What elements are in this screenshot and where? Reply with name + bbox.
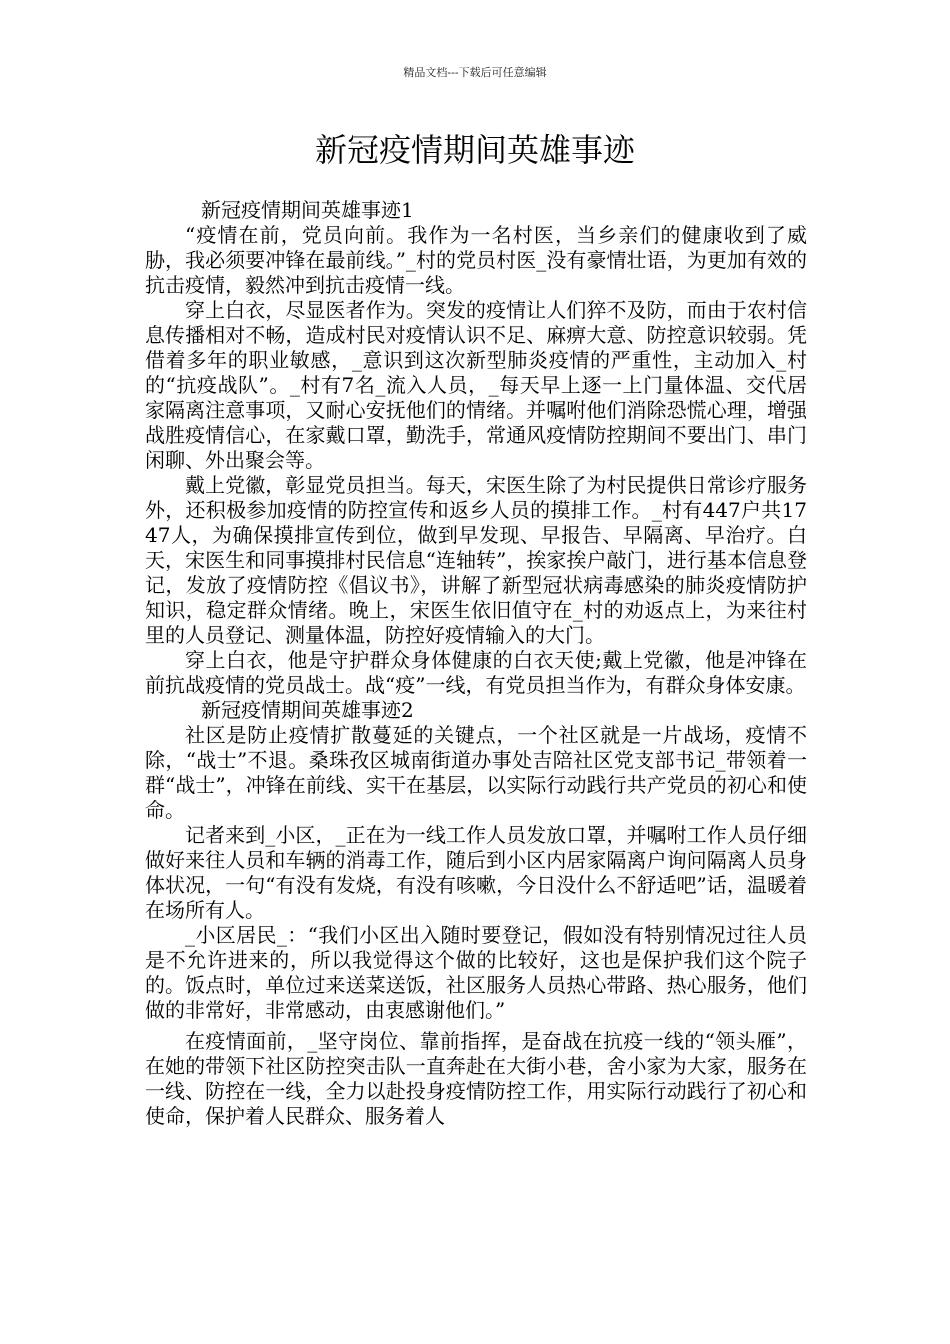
document-title: 新冠疫情期间英雄事迹 [314, 131, 635, 169]
paragraph: 社区是防止疫情扩散蔓延的关键点，一个社区就是一片战场，疫情不除，“战士”不退。桑珠孜区城南街道办事处吉陪社区党支部书记_带领着一群“战士”，冲锋在前线、实干在基层，以实际行动践行共产党员的初心和使命。 [145, 723, 807, 822]
document-body [145, 198, 807, 1129]
paragraph: 在疫情面前，_坚守岗位、靠前指挥，是奋战在抗疫一线的“领头雁”，在她的带领下社区防控突击队一直奔赴在大街小巷，舍小家为大家，服务在一线、防控在一线，全力以赴投身疫情防控工作，用实际行动践行了初心和使命，保护着人民群众、服务着人 [145, 1029, 807, 1128]
paragraph: 穿上白衣，尽显医者作为。突发的疫情让人们猝不及防，而由于农村信息传播相对不畅，造成村民对疫情认识不足、麻痹大意、防控意识较弱。凭借着多年的职业敏感，_意识到这次新型肺炎疫情的严重性，主动加入_村的“抗疫战队”。_村有7名_流入人员，_每天早上逐一上门量体温、交代居家隔离注意事项，又耐心安抚他们的情绪。并嘱咐他们消除恐慌心理，增强战胜疫情信心，在家戴口罩，勤洗手，常通风疫情防控期间不要出门、串门闲聊、外出聚会等。 [145, 298, 807, 472]
paragraph: 穿上白衣，他是守护群众身体健康的白衣天使;戴上党徽，他是冲锋在前抗战疫情的党员战士。战“疫”一线，有党员担当作为，有群众身体安康。 [145, 648, 807, 697]
paragraph: “疫情在前，党员向前。我作为一名村医，当乡亲们的健康收到了威胁，我必须要冲锋在最前线。”_村的党员村医_没有豪情壮语，为更加有效的抗击疫情，毅然冲到抗击疫情一线。 [145, 223, 807, 297]
section-heading: 新冠疫情期间英雄事迹1 [201, 198, 414, 222]
paragraph: 戴上党徽，彰显党员担当。每天，宋医生除了为村民提供日常诊疗服务外，还积极参加疫情的防控宣传和返乡人员的摸排工作。_村有447户共1747人，为确保摸排宣传到位，做到早发现、早报告、早隔离、早治疗。白天，宋医生和同事摸排村民信息“连轴转”，挨家挨户敲门，进行基本信息登记，发放了疫情防控《倡议书》，讲解了新型冠状病毒感染的肺炎疫情防护知识，稳定群众情绪。晚上，宋医生依旧值守在_村的劝返点上，为来往村里的人员登记、测量体温，防控好疫情输入的大门。 [145, 473, 807, 647]
paragraph: 记者来到_小区，_正在为一线工作人员发放口罩，并嘱咐工作人员仔细做好来往人员和车辆的消毒工作，随后到小区内居家隔离户询问隔离人员身体状况，一句“有没有发烧，有没有咳嗽，今日没什么不舒适吧”话，温暖着在场所有人。 [145, 823, 807, 922]
section-heading: 新冠疫情期间英雄事迹2 [201, 698, 414, 722]
header-note: 精品文档---下载后可任意编辑 [403, 66, 547, 79]
paragraph: _小区居民_：“我们小区出入随时要登记，假如没有特别情况过往人员是不允许进来的，所以我觉得这个做的比较好，这也是保护我们这个院子的。饭点时，单位过来送菜送饭，社区服务人员热心带路、热心服务，他们做的非常好，非常感动，由衷感谢他们。” [145, 923, 807, 1022]
